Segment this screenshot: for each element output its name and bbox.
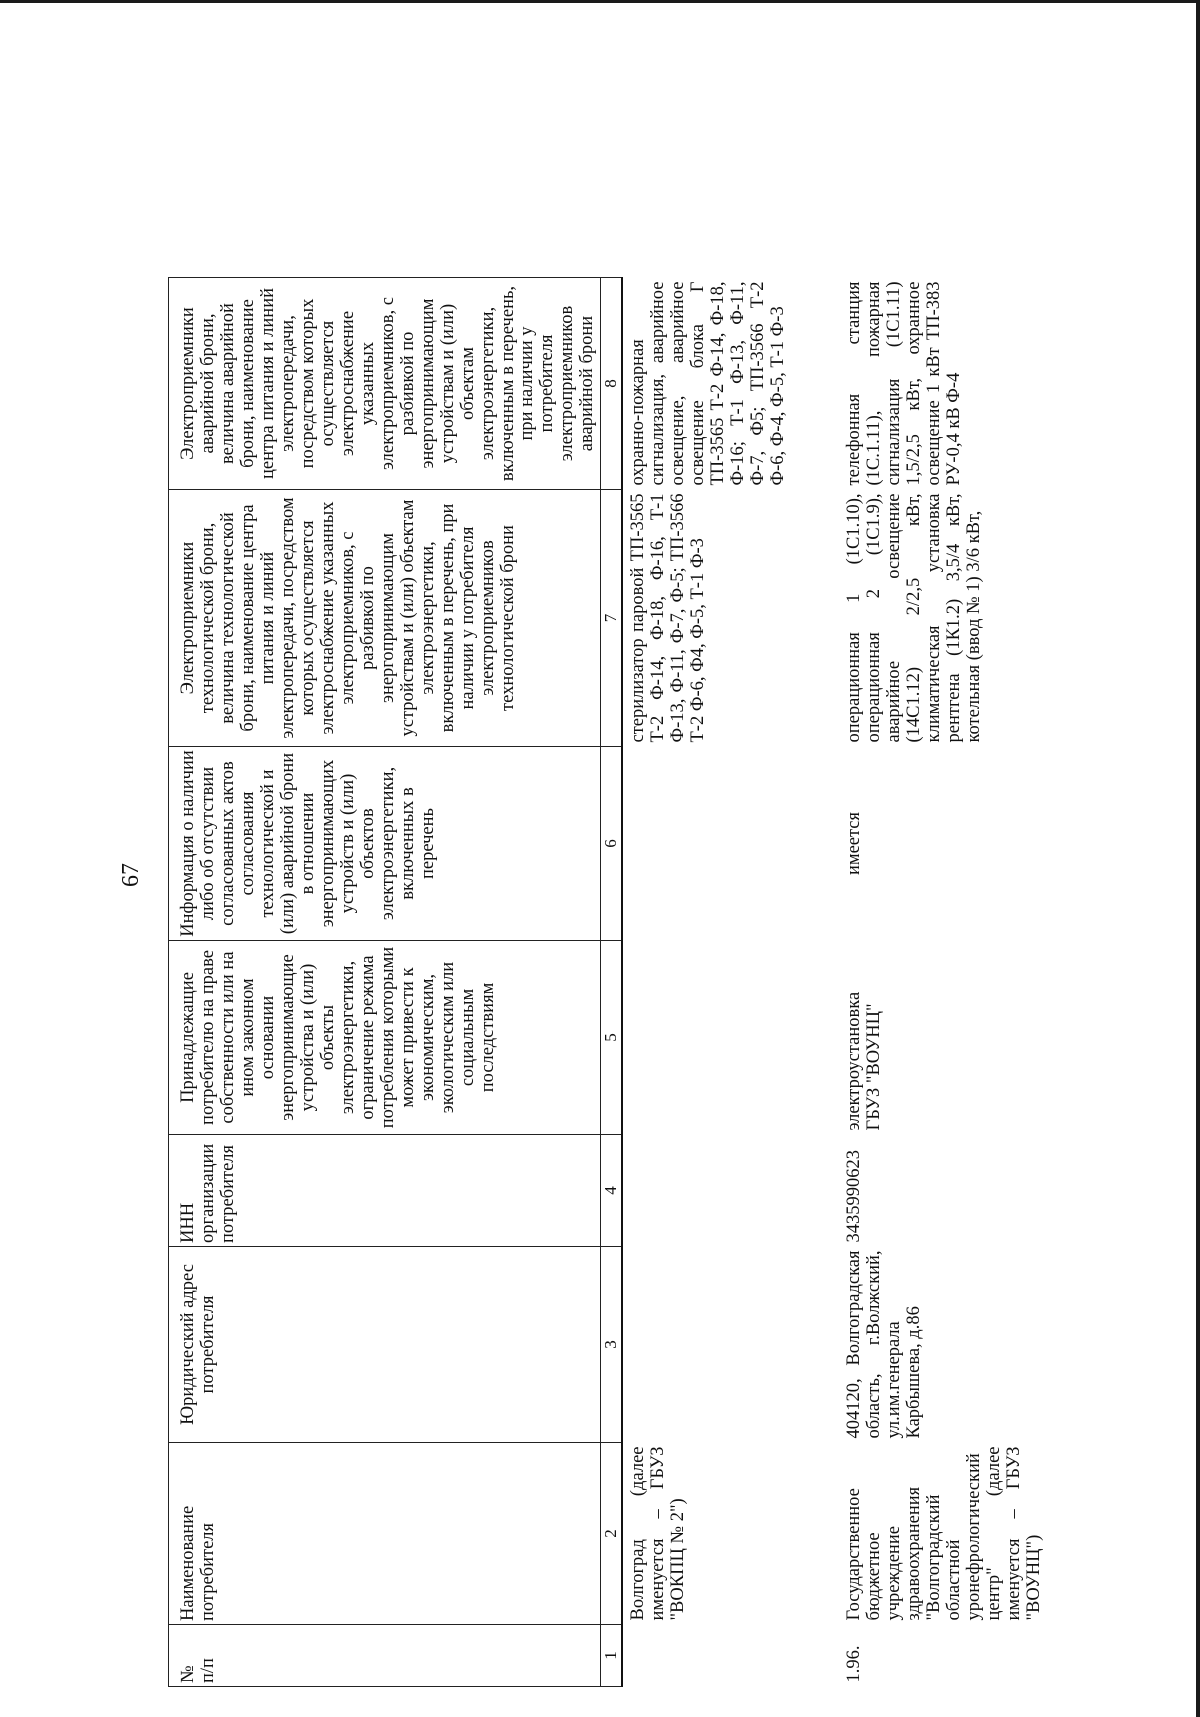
emergency-reserve: телефонная станция (1С.1.11), пожарная сигнализация (1С1.11) 1,5/2,5 кВт, охранное освещение 1 кВт ТП-383 РУ-0,4 кВ Ф-4 — [844, 281, 965, 486]
tech-reserve: операционная 1 (1С1.10), операционная 2 (1С1.9), аварийное освещение (14С1.12) 2/2,5 кВт, климатическая установка рентгена (1К1.2) 3,5/4 кВт, котельная (ввод № 1) 3/6 кВт, — [844, 493, 985, 743]
page-number: 67 — [118, 863, 144, 887]
header-col-1: № п/п — [169, 1625, 601, 1687]
agreement-info — [622, 747, 839, 941]
emergency-reserve: охранно-пожарная сигнализация, аварийное освещение, аварийное освещение блока Г ТП-3565 Т-2 Ф-14, Ф-18, Ф-16; Т-1 Ф-13, Ф-11, Ф-7, Ф5; ТП-3566 Т-2 Ф-6, Ф-4, Ф-5, Т-1 Ф-3 — [628, 281, 789, 486]
consumer-address: 404120, Волгоградская область, г.Волжский, ул.им.генерала Карбышева, д.86 — [844, 1250, 925, 1439]
table-header-row — [169, 278, 601, 1687]
consumer-installations: электроустановка ГБУЗ "ВОУНЦ" — [844, 991, 885, 1131]
header-col-4: ИНН организации потребителя — [169, 1135, 601, 1247]
consumer-inn: 3435990623 — [844, 1150, 865, 1243]
table-row — [839, 278, 1107, 1687]
col-number-5: 5 — [601, 941, 623, 1135]
header-col-6: Информация о наличии либо об отсутствии согласованных актов согласования технологической и (или) аварийной брони в отношении энергопринимающих устройств и (или) объектов электроэнергетики, включенных в перечень — [169, 747, 601, 941]
col-number-2: 2 — [601, 1443, 623, 1625]
consumer-name: Государственное бюджетное учреждение здравоохранения "Волгоградский областной уронефрологический центр" (далее именуется – ГБУЗ "ВОУНЦ") — [844, 1446, 1045, 1621]
header-col-8: Электроприемники аварийной брони, величина аварийной брони, наименование центра питания и линий электропередачи, посредством которых осуществляется электроснабжение указанных электроприемников, с разбивкой по энергопринимающим устройствам и (или) объектам электроэнергетики, включенным в перечень, при наличии у потребителя электроприемников аварийной брони — [169, 278, 601, 490]
col-number-4: 4 — [601, 1135, 623, 1247]
col-number-6: 6 — [601, 747, 623, 941]
col-number-7: 7 — [601, 490, 623, 747]
col-number-1: 1 — [601, 1625, 623, 1687]
consumer-installations — [622, 941, 839, 1135]
table-row — [622, 278, 839, 1687]
header-col-7: Электроприемники технологической брони, величина технологической брони, наименование центра питания и линий электропередачи, посредством которых осуществляется электроснабжение указанных электроприемников, с разбивкой по энергопринимающим устройствам и (или) объектам электроэнергетики, включенным в перечень, при наличии у потребителя электроприемников технологической брони — [169, 490, 601, 747]
consumer-name: Волгоград (далее именуется – ГБУЗ "ВОКПЦ № 2") — [628, 1446, 689, 1621]
column-number-row — [601, 278, 623, 1687]
header-col-5: Принадлежащие потребителю на праве собственности или на ином законном основании энергопринимающие устройства и (или) объекты электроэнергетики, ограничение режима потребления которыми может привести к экономическим, экологическим или социальным последствиям — [169, 941, 601, 1135]
col-number-8: 8 — [601, 278, 623, 490]
header-col-2: Наименование потребителя — [169, 1443, 601, 1625]
consumer-address — [622, 1247, 839, 1443]
col-number-3: 3 — [601, 1247, 623, 1443]
agreement-info: имеется — [844, 811, 865, 876]
row-number — [622, 1625, 839, 1687]
consumer-table — [168, 277, 1107, 1687]
tech-reserve: стерилизатор паровой ТП-3565 Т-2 Ф-14, Ф-18, Ф-16, Т-1 Ф-13, Ф-11, Ф-7, Ф-5; ТП-3566 Т-2 Ф-6, Ф4, Ф-5, Т-1 Ф-3 — [628, 493, 709, 743]
header-col-3: Юридический адрес потребителя — [169, 1247, 601, 1443]
consumer-inn — [622, 1135, 839, 1247]
row-number: 1.96. — [844, 1645, 865, 1683]
